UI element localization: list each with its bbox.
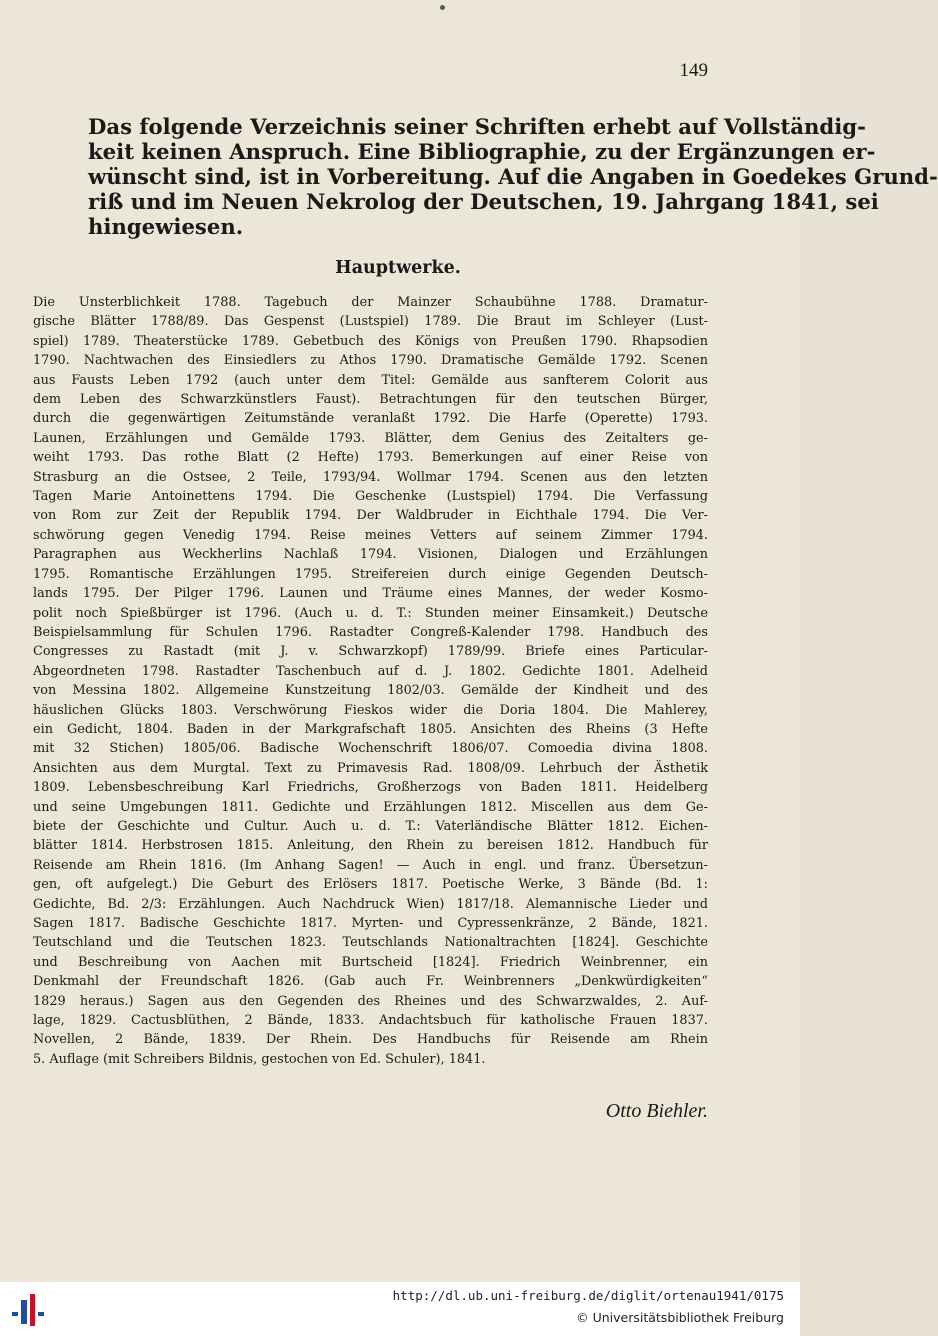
works-line: Strasburg an die Ostsee, 2 Teile, 1793/94. Wollmar 1794. Scenen aus den letzten — [33, 469, 708, 485]
ub-freiburg-logo-icon — [8, 1290, 48, 1330]
works-line: häuslichen Glücks 1803. Verschwörung Fieskos wider die Doria 1804. Die Mahlerey, — [33, 702, 708, 718]
scan-speck — [440, 5, 445, 10]
works-line: dem Leben des Schwarzkünstlers Faust). Betrachtungen für den teutschen Bürger, — [33, 392, 708, 408]
works-line: blätter 1814. Herbstrosen 1815. Anleitung, den Rhein zu bereisen 1812. Handbuch für — [33, 838, 708, 854]
works-line: Ansichten aus dem Murgtal. Text zu Primavesis Rad. 1808/09. Lehrbuch der Ästhetik — [33, 760, 708, 776]
works-line: weiht 1793. Das rothe Blatt (2 Hefte) 1793. Bemerkungen auf einer Reise von — [33, 450, 708, 466]
document-url-link[interactable]: http://dl.ub.uni-freiburg.de/diglit/ortenau1941/0175 — [392, 1288, 784, 1303]
works-line: 1790. Nachtwachen des Einsiedlers zu Athos 1790. Dramatische Gemälde 1792. Scenen — [33, 353, 708, 369]
intro-line: hingewiesen. — [88, 214, 244, 239]
works-line: Teutschland und die Teutschen 1823. Teutschlands Nationaltrachten [1824]. Geschichte — [33, 935, 708, 951]
works-line: und seine Umgebungen 1811. Gedichte und Erzählungen 1812. Miscellen aus dem Ge- — [33, 799, 708, 815]
works-line: Congresses zu Rastadt (mit J. v. Schwarzkopf) 1789/99. Briefe eines Particular- — [33, 644, 708, 660]
section-heading: Hauptwerke. — [335, 258, 461, 278]
intro-line: wünscht sind, ist in Vorbereitung. Auf die Angaben in Goedekes Grund- — [88, 164, 938, 189]
works-line: durch die gegenwärtigen Zeitumstände veranlaßt 1792. Die Harfe (Operette) 1793. — [33, 411, 708, 427]
works-line: Paragraphen aus Weckherlins Nachlaß 1794. Visionen, Dialogen und Erzählungen — [33, 547, 708, 563]
works-line: biete der Geschichte und Cultur. Auch u. d. T.: Vaterländische Blätter 1812. Eichen- — [33, 818, 708, 834]
works-line: Denkmahl der Freundschaft 1826. (Gab auch Fr. Weinbrenners „Denkwürdigkeiten“ — [33, 974, 708, 990]
intro-line: keit keinen Anspruch. Eine Bibliographie, zu der Ergänzungen er- — [88, 139, 876, 164]
works-line: und Beschreibung von Aachen mit Burtscheid [1824]. Friedrich Weinbrenner, ein — [33, 954, 708, 970]
works-line: 1809. Lebensbeschreibung Karl Friedrichs, Großherzogs von Baden 1811. Heidelberg — [33, 780, 708, 796]
works-line: Sagen 1817. Badische Geschichte 1817. Myrten- und Cypressenkränze, 2 Bände, 1821. — [33, 916, 708, 931]
works-line: lands 1795. Der Pilger 1796. Launen und Träume eines Mannes, der weder Kosmo- — [33, 586, 708, 602]
copyright-notice: © Universitätsbibliothek Freiburg — [576, 1310, 784, 1325]
intro-line: riß und im Neuen Nekrolog der Deutschen, 19. Jahrgang 1841, sei — [88, 189, 879, 214]
footer-bar — [0, 1282, 800, 1336]
works-line: Beispielsammlung für Schulen 1796. Rastadter Congreß-Kalender 1798. Handbuch des — [33, 624, 708, 640]
works-line: 1795. Romantische Erzählungen 1795. Streifereien durch einige Gegenden Deutsch- — [33, 566, 708, 582]
works-line: von Messina 1802. Allgemeine Kunstzeitung 1802/03. Gemälde der Kindheit und des — [33, 683, 708, 699]
works-line: Tagen Marie Antoinettens 1794. Die Geschenke (Lustspiel) 1794. Die Verfassung — [33, 489, 708, 505]
page-number: 149 — [679, 60, 708, 81]
works-line: 1829 heraus.) Sagen aus den Gegenden des Rheines und des Schwarzwaldes, 2. Auf- — [33, 993, 708, 1009]
works-line: mit 32 Stichen) 1805/06. Badische Wochenschrift 1806/07. Comoedia divina 1808. — [33, 741, 708, 757]
intro-paragraph — [88, 114, 938, 239]
works-line: spiel) 1789. Theaterstücke 1789. Gebetbuch des Königs von Preußen 1790. Rhapsodien — [33, 333, 708, 349]
works-line: Reisende am Rhein 1816. (Im Anhang Sagen! — Auch in engl. und franz. Übersetzun- — [33, 857, 708, 873]
author-signature: Otto Biehler. — [605, 1100, 708, 1122]
works-list — [33, 293, 708, 1069]
works-line: Launen, Erzählungen und Gemälde 1793. Blätter, dem Genius des Zeitalters ge- — [33, 430, 708, 446]
works-line: gen, oft aufgelegt.) Die Geburt des Erlösers 1817. Poetische Werke, 3 Bände (Bd. 1: — [33, 877, 708, 893]
works-line: Die Unsterblichkeit 1788. Tagebuch der Mainzer Schaubühne 1788. Dramatur- — [33, 295, 708, 310]
works-line: polit noch Spießbürger ist 1796. (Auch u. d. T.: Stunden meiner Einsamkeit.) Deutsche — [33, 605, 708, 621]
works-line: Gedichte, Bd. 2/3: Erzählungen. Auch Nachdruck Wien) 1817/18. Alemannische Lieder und — [33, 896, 708, 912]
works-line: lage, 1829. Cactusblüthen, 2 Bände, 1833. Andachtsbuch für katholische Frauen 1837. — [33, 1013, 708, 1029]
works-line: aus Fausts Leben 1792 (auch unter dem Titel: Gemälde aus sanfterem Colorit aus — [33, 372, 708, 388]
works-line: Abgeordneten 1798. Rastadter Taschenbuch auf d. J. 1802. Gedichte 1801. Adelheid — [33, 663, 708, 679]
works-line: von Rom zur Zeit der Republik 1794. Der Waldbruder in Eichthale 1794. Die Ver- — [33, 508, 708, 524]
works-line: 5. Auflage (mit Schreibers Bildnis, gestochen von Ed. Schuler), 1841. — [33, 1051, 486, 1067]
works-line: Novellen, 2 Bände, 1839. Der Rhein. Des Handbuchs für Reisende am Rhein — [33, 1032, 708, 1048]
works-line: ein Gedicht, 1804. Baden in der Markgrafschaft 1805. Ansichten des Rheins (3 Hefte — [33, 721, 708, 737]
works-line: schwörung gegen Venedig 1794. Reise meines Vetters auf seinem Zimmer 1794. — [33, 527, 708, 543]
intro-line: Das folgende Verzeichnis seiner Schriften erhebt auf Vollständig- — [88, 114, 866, 139]
works-line: gische Blätter 1788/89. Das Gespenst (Lustspiel) 1789. Die Braut im Schleyer (Lust- — [33, 314, 708, 330]
